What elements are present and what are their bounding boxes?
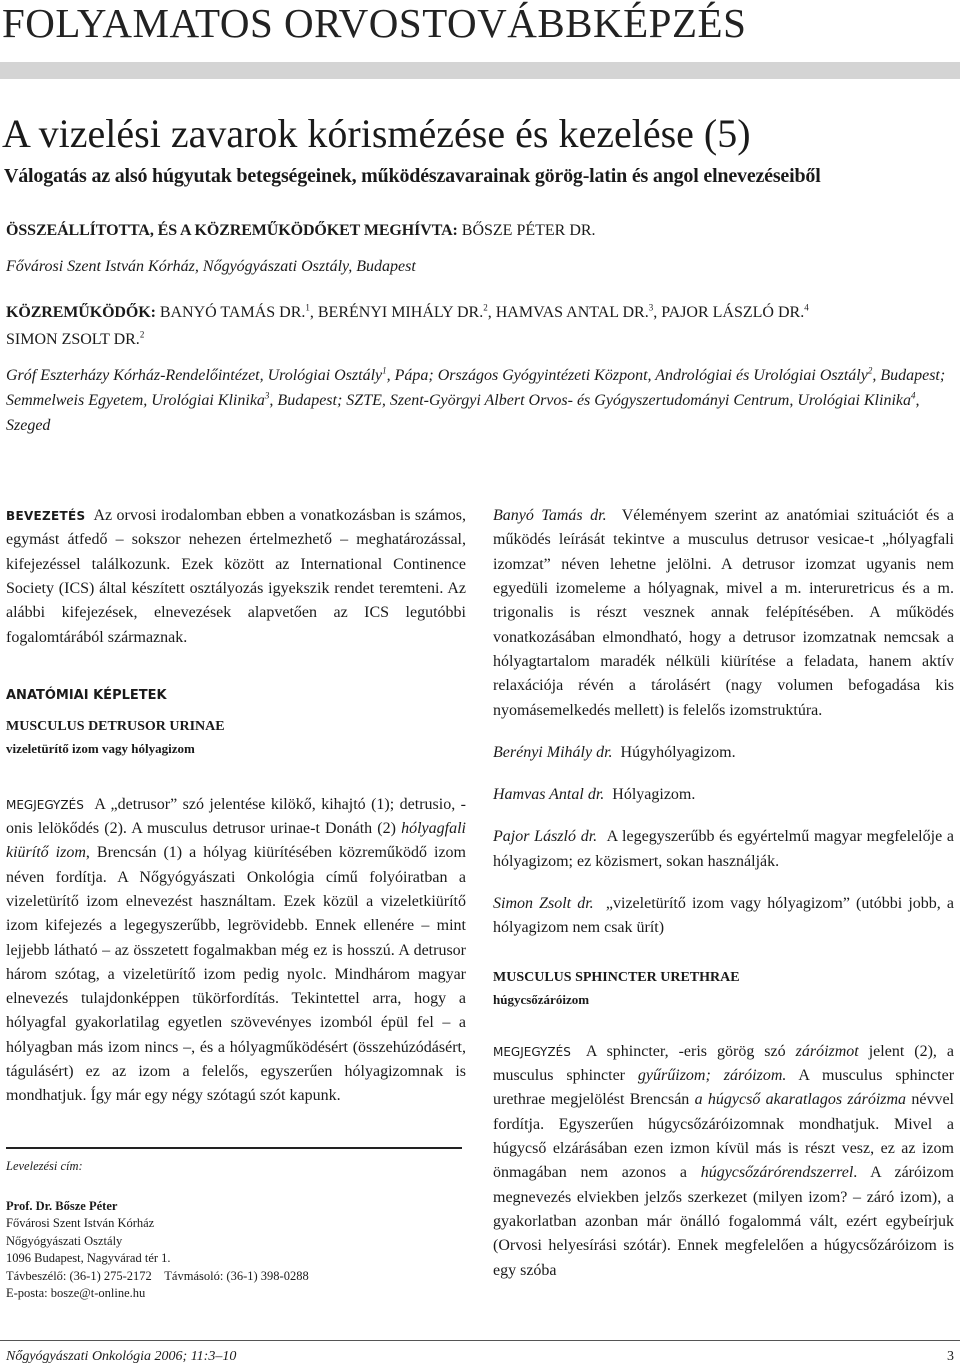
contact-line: 1096 Budapest, Nagyvárad tér 1. bbox=[6, 1251, 171, 1265]
contributor-name: BANYÓ TAMÁS DR. bbox=[159, 304, 306, 321]
term-sphincter-hungarian: húgycsőzáróizom bbox=[493, 991, 590, 1007]
comment-text: Hólyagizom. bbox=[612, 786, 696, 804]
contact-fax: Távmásoló: (36-1) 398-0288 bbox=[164, 1268, 309, 1283]
affiliation-marker: 2 bbox=[483, 302, 488, 313]
comment-person: Hamvas Antal dr. bbox=[493, 786, 605, 804]
editor-name: BŐSZE PÉTER DR. bbox=[461, 222, 596, 239]
note-italic-term: gyűrűizom; záróizom. bbox=[637, 1067, 787, 1085]
affiliation-text: , Budapest; Semmelweis Egyetem, Urológiai Klinika bbox=[6, 367, 946, 409]
section-banner: FOLYAMATOS ORVOSTOVÁBBKÉPZÉS bbox=[2, 0, 747, 46]
note-italic-term: húgycsőzárórendszerrel bbox=[700, 1164, 854, 1182]
comment-text: Véleményem szerint az anatómiai szituációt és a működés leírását tekintve a musculus detrusor vesicae-t „hólyagfali izomzat” néven lehetne jelölni. A detrusor izomzat ugyanis nem egyedüli izomeleme a hólyagnak, mivel a m. interuretricus és a m. trigonalis is részt vesznek annak felépítésében. A működés vonatkozásában elmondható, hogy a detrusor izomzatnak nemcsak a hólyagtartalom maradék nélküli kiürítése a feladata, hanem aktív relaxációja révén a tárolásért (nagy volumen befogadása kis nyomásemelkedés mellett) is felelős izomstruktúra. bbox=[493, 507, 954, 719]
comment-person: Pajor László dr. bbox=[493, 828, 598, 846]
affiliation-text: , Pápa; Országos Gyógyintézeti Központ, Andrológiai és Urológiai Osztály bbox=[386, 367, 868, 384]
affiliation-marker: 4 bbox=[804, 302, 809, 313]
comment-person: Banyó Tamás dr. bbox=[493, 507, 607, 524]
page-number: 3 bbox=[947, 1349, 954, 1364]
contributors-affiliations bbox=[6, 364, 946, 438]
note-label: MEGJEGYZÉS bbox=[6, 797, 84, 812]
contact-phone-fax bbox=[6, 1268, 462, 1286]
comment-hamvas bbox=[493, 783, 954, 807]
detrusor-note bbox=[6, 793, 466, 1109]
comment-text: „vizeletürítő izom vagy hólyagizom” (utóbbi jobb, a hólyagizom nem csak ürít) bbox=[493, 895, 955, 937]
contact-phone: Távbeszélő: (36-1) 275-2172 bbox=[6, 1268, 152, 1283]
affiliation-text: Gróf Eszterházy Kórház-Rendelőintézet, Urológiai Osztály bbox=[6, 367, 383, 384]
affiliation-marker: 3 bbox=[648, 302, 654, 313]
contact-name: Prof. Dr. Bősze Péter bbox=[6, 1198, 118, 1213]
note-italic-term: hólyagfali kiürítő izom bbox=[6, 819, 466, 862]
section-heading-anatomy: ANATÓMIAI KÉPLETEK bbox=[6, 687, 167, 703]
comment-text: A legegyszerűbb és egyértelmű magyar megfelelője a hólyagizom; ez közismert, sokan használják. bbox=[493, 828, 955, 870]
comment-pajor bbox=[493, 825, 954, 874]
comment-simon bbox=[493, 892, 954, 941]
article-title: A vizelési zavarok kórismézése és kezelése (5) bbox=[2, 111, 751, 156]
note-text: , Brencsán (1) a hólyag kiürítésében közreműködő izom néven fordítja. A Nőgyógyászati Onkológia című folyóiratban a vizeletürítő izom elnevezést használtam. Ezek közül a vizeletkiürítő izom kifejezés a legegyszerűbb, legrövidebb. Ennek ellenére – mint lejjebb látható – az összetett fogalmakban még ez is hosszú. A detrusor három szótag, a vizeletürítő izom pedig nyolc. Mindhárom magyar elnevezés tulajdonképpen tükörfordítás. Tekintettel arra, hogy a hólyagfal gyakorlatilag egyetlen szövevényes izomból épül fel – a hólyagban más izom nincs –, és a hólyagműködésért (összehúzódásért, tágulásért) ez az izom a felelős, egyszerűen hólyagizomnak is mondhatjuk. Így már egy négy szótagú szót kapunk. bbox=[6, 844, 467, 1105]
contact-block bbox=[6, 1158, 462, 1303]
article-subtitle: Válogatás az alsó húgyutak betegségeinek, működészavarainak görög-latin és angol elnevezéseiből bbox=[4, 165, 821, 187]
note-text: . A záróizom megnevezés elviekben jelzős szerkezet (milyen izom? – záró izom), a gyakorlatban azonban már önálló fogalommá vált, ezért egybeírjuk (Orvosi helyesírási szótár). Ennek megfelelően a húgycsőzáróizom is egy szóba bbox=[493, 1164, 955, 1279]
affiliation-marker: 2 bbox=[867, 365, 873, 376]
term-sphincter-latin: MUSCULUS SPHINCTER URETHRAE bbox=[493, 969, 740, 985]
affiliation-marker: 3 bbox=[264, 390, 270, 401]
note-text: A musculus sphincter urethrae megjelölést Brencsán bbox=[493, 1067, 955, 1109]
affiliation-marker: 2 bbox=[139, 329, 145, 340]
contact-line: Nőgyógyászati Osztály bbox=[6, 1233, 123, 1248]
affiliation-text: , Szeged bbox=[6, 391, 920, 434]
term-detrusor-hungarian: vizeletürítő izom vagy hólyagizom bbox=[6, 740, 195, 756]
note-italic-term: záróizmot bbox=[795, 1042, 859, 1060]
contributor-name: PAJOR LÁSZLÓ DR. bbox=[661, 304, 805, 321]
note-text: A „detrusor” szó jelentése kilökő, kihajtó (1); detrusio, -onis lelökődés (2). A musculus detrusor urinae-t Donáth (2) bbox=[6, 795, 467, 837]
note-italic-term: a húgycső akaratlagos záróizma bbox=[694, 1091, 907, 1109]
footer-rule bbox=[0, 1340, 960, 1341]
note-text: A sphincter, -eris görög szó bbox=[585, 1042, 796, 1060]
footer-citation: Nőgyógyászati Onkológia 2006; 11:3–10 bbox=[6, 1349, 237, 1364]
contributor-name: BERÉNYI MIHÁLY DR. bbox=[317, 304, 484, 321]
affiliation-marker: 1 bbox=[305, 302, 310, 313]
intro-label: BEVEZETÉS bbox=[6, 509, 86, 523]
contributor-name: HAMVAS ANTAL DR. bbox=[495, 304, 649, 321]
intro-paragraph bbox=[6, 504, 466, 650]
left-column bbox=[6, 504, 466, 1109]
right-column bbox=[493, 504, 954, 1283]
comment-banyo bbox=[493, 504, 954, 723]
editor-line bbox=[6, 222, 596, 240]
comment-person: Berényi Mihály dr. bbox=[493, 743, 613, 761]
editor-affiliation: Fővárosi Szent István Kórház, Nőgyógyászati Osztály, Budapest bbox=[6, 258, 416, 275]
affiliation-text: , Budapest; SZTE, Szent-Györgyi Albert Orvos- és Gyógyszertudományi Centrum, Urológiai Klinika bbox=[269, 391, 911, 409]
contact-email: E-posta: bosze@t-online.hu bbox=[6, 1286, 146, 1300]
term-detrusor-latin: MUSCULUS DETRUSOR URINAE bbox=[6, 718, 225, 734]
note-text: jelent (2), a musculus sphincter bbox=[493, 1042, 955, 1085]
contributor-name: SIMON ZSOLT DR. bbox=[6, 330, 140, 348]
editor-label: ÖSSZEÁLLÍTOTTA, ÉS A KÖZREMŰKÖDŐKET MEGHÍVTA: bbox=[6, 222, 458, 239]
sphincter-note bbox=[493, 1040, 954, 1283]
affiliation-marker: 1 bbox=[382, 365, 387, 376]
note-text: névvel fordítja. Egyszerűen húgycsőzáróizomnak mondhatjuk. Mivel a húgycső elzárásában ezen izmon kívül más is részt vesz, ez az izom önmagában nem azonos a bbox=[493, 1091, 954, 1182]
comment-person: Simon Zsolt dr. bbox=[493, 895, 594, 913]
contact-line: Fővárosi Szent István Kórház bbox=[6, 1216, 155, 1230]
note-label: MEGJEGYZÉS bbox=[493, 1044, 571, 1059]
contributors-line: KÖZREMŰKÖDŐK: BANYÓ TAMÁS DR.$^1$, BERÉNYI MIHÁLY DR.$^2$, HAMVAS ANTAL DR.$^3$, PAJOR LÁSZLÓ DR.$^4$ SIMON ZSOLT DR.$^2$ bbox=[6, 302, 809, 348]
affiliation-marker: 4 bbox=[911, 390, 916, 401]
comment-berenyi bbox=[493, 741, 954, 765]
intro-text: Az orvosi irodalomban ebben a vonatkozásban is számos, egymást átfedő – sokszor nehezen értelmezhető – meghatározással, kifejezéssel találkozunk. Ezek között az International Continence Society (ICS) által készített osztályozás igyekszik rendet teremteni. Az alábbi kifejezések, elnevezések alapvetően az ICS legutóbbi fogalomtárából származnak. bbox=[6, 507, 466, 646]
contact-label: Levelezési cím: bbox=[6, 1159, 83, 1173]
contact-rule bbox=[6, 1147, 462, 1149]
banner-bar bbox=[0, 62, 960, 79]
comment-text: Húgyhólyagizom. bbox=[620, 743, 736, 761]
contributors-label: KÖZREMŰKÖDŐK: bbox=[6, 304, 156, 321]
